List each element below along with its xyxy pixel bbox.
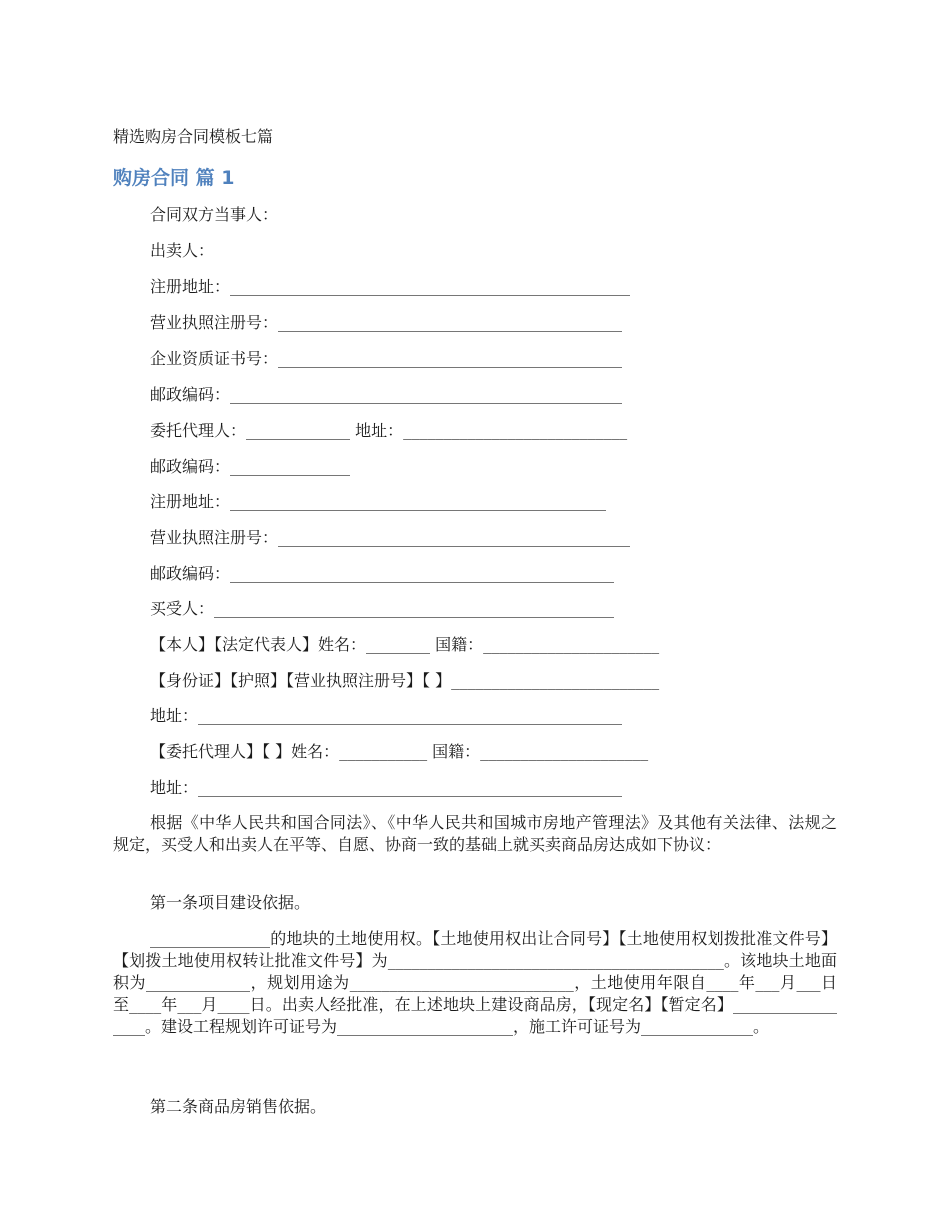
buyer-id-line: 【身份证】【护照】【营业执照注册号】【 】__________________________ <box>150 671 660 690</box>
document-title: 精选购房合同模板七篇 <box>113 127 274 146</box>
seller-qualification-cert-line: 企业资质证书号：___________________________________________ <box>150 349 623 368</box>
agent-business-license-line: 营业执照注册号：____________________________________________ <box>150 528 631 547</box>
agent-postal-code-line: 邮政编码：_______________ <box>150 457 351 476</box>
article-1-body: _______________的地块的土地使用权。【土地使用权出让合同号】【土地使用权划拨批准文件号】【划拨土地使用权转让批准文件号】为__________________________________________。该地块土地面积为_____________，规划用途为____________________________，土地使用年限自____年___月___日至____年___月____日。出卖人经批准，在上述地块上建设商品房，【现定名】【暂定名】_________________。建设工程规划许可证号为______________________，施工许可证号为______________。 <box>113 929 837 1036</box>
seller-business-license-line: 营业执照注册号：___________________________________________ <box>150 313 623 332</box>
article-1-title: 第一条项目建设依据。 <box>150 893 311 912</box>
article-2-title: 第二条商品房销售依据。 <box>150 1097 327 1116</box>
preamble-paragraph: 根据《中华人民共和国合同法》、《中华人民共和国城市房地产管理法》及其他有关法律、法规之规定，买受人和出卖人在平等、自愿、协商一致的基础上就买卖商品房达成如下协议： <box>113 813 837 854</box>
buyer-agent-line: 【委托代理人】【 】姓名：___________ 国籍：_____________________ <box>150 742 649 761</box>
seller-agent-line: 委托代理人：_____________ 地址：____________________________ <box>150 421 628 440</box>
seller-line: 出卖人： <box>150 241 215 260</box>
seller-registered-address-line: 注册地址：__________________________________________________ <box>150 277 631 296</box>
agent-registered-address-line: 注册地址：_______________________________________________ <box>150 492 607 511</box>
buyer-name-nationality-line: 【本人】【法定代表人】姓名：________ 国籍：______________________ <box>150 635 660 654</box>
buyer-line: 买受人：__________________________________________________ <box>150 599 615 618</box>
buyer-address-line: 地址：_____________________________________________________ <box>150 706 623 725</box>
parties-line: 合同双方当事人： <box>150 205 279 224</box>
agent-postal-code-line-2: 邮政编码：________________________________________________ <box>150 564 615 583</box>
section-heading: 购房合同 篇 1 <box>113 167 235 189</box>
seller-postal-code-line: 邮政编码：_________________________________________________ <box>150 385 623 404</box>
buyer-agent-address-line: 地址：_____________________________________________________ <box>150 778 623 797</box>
